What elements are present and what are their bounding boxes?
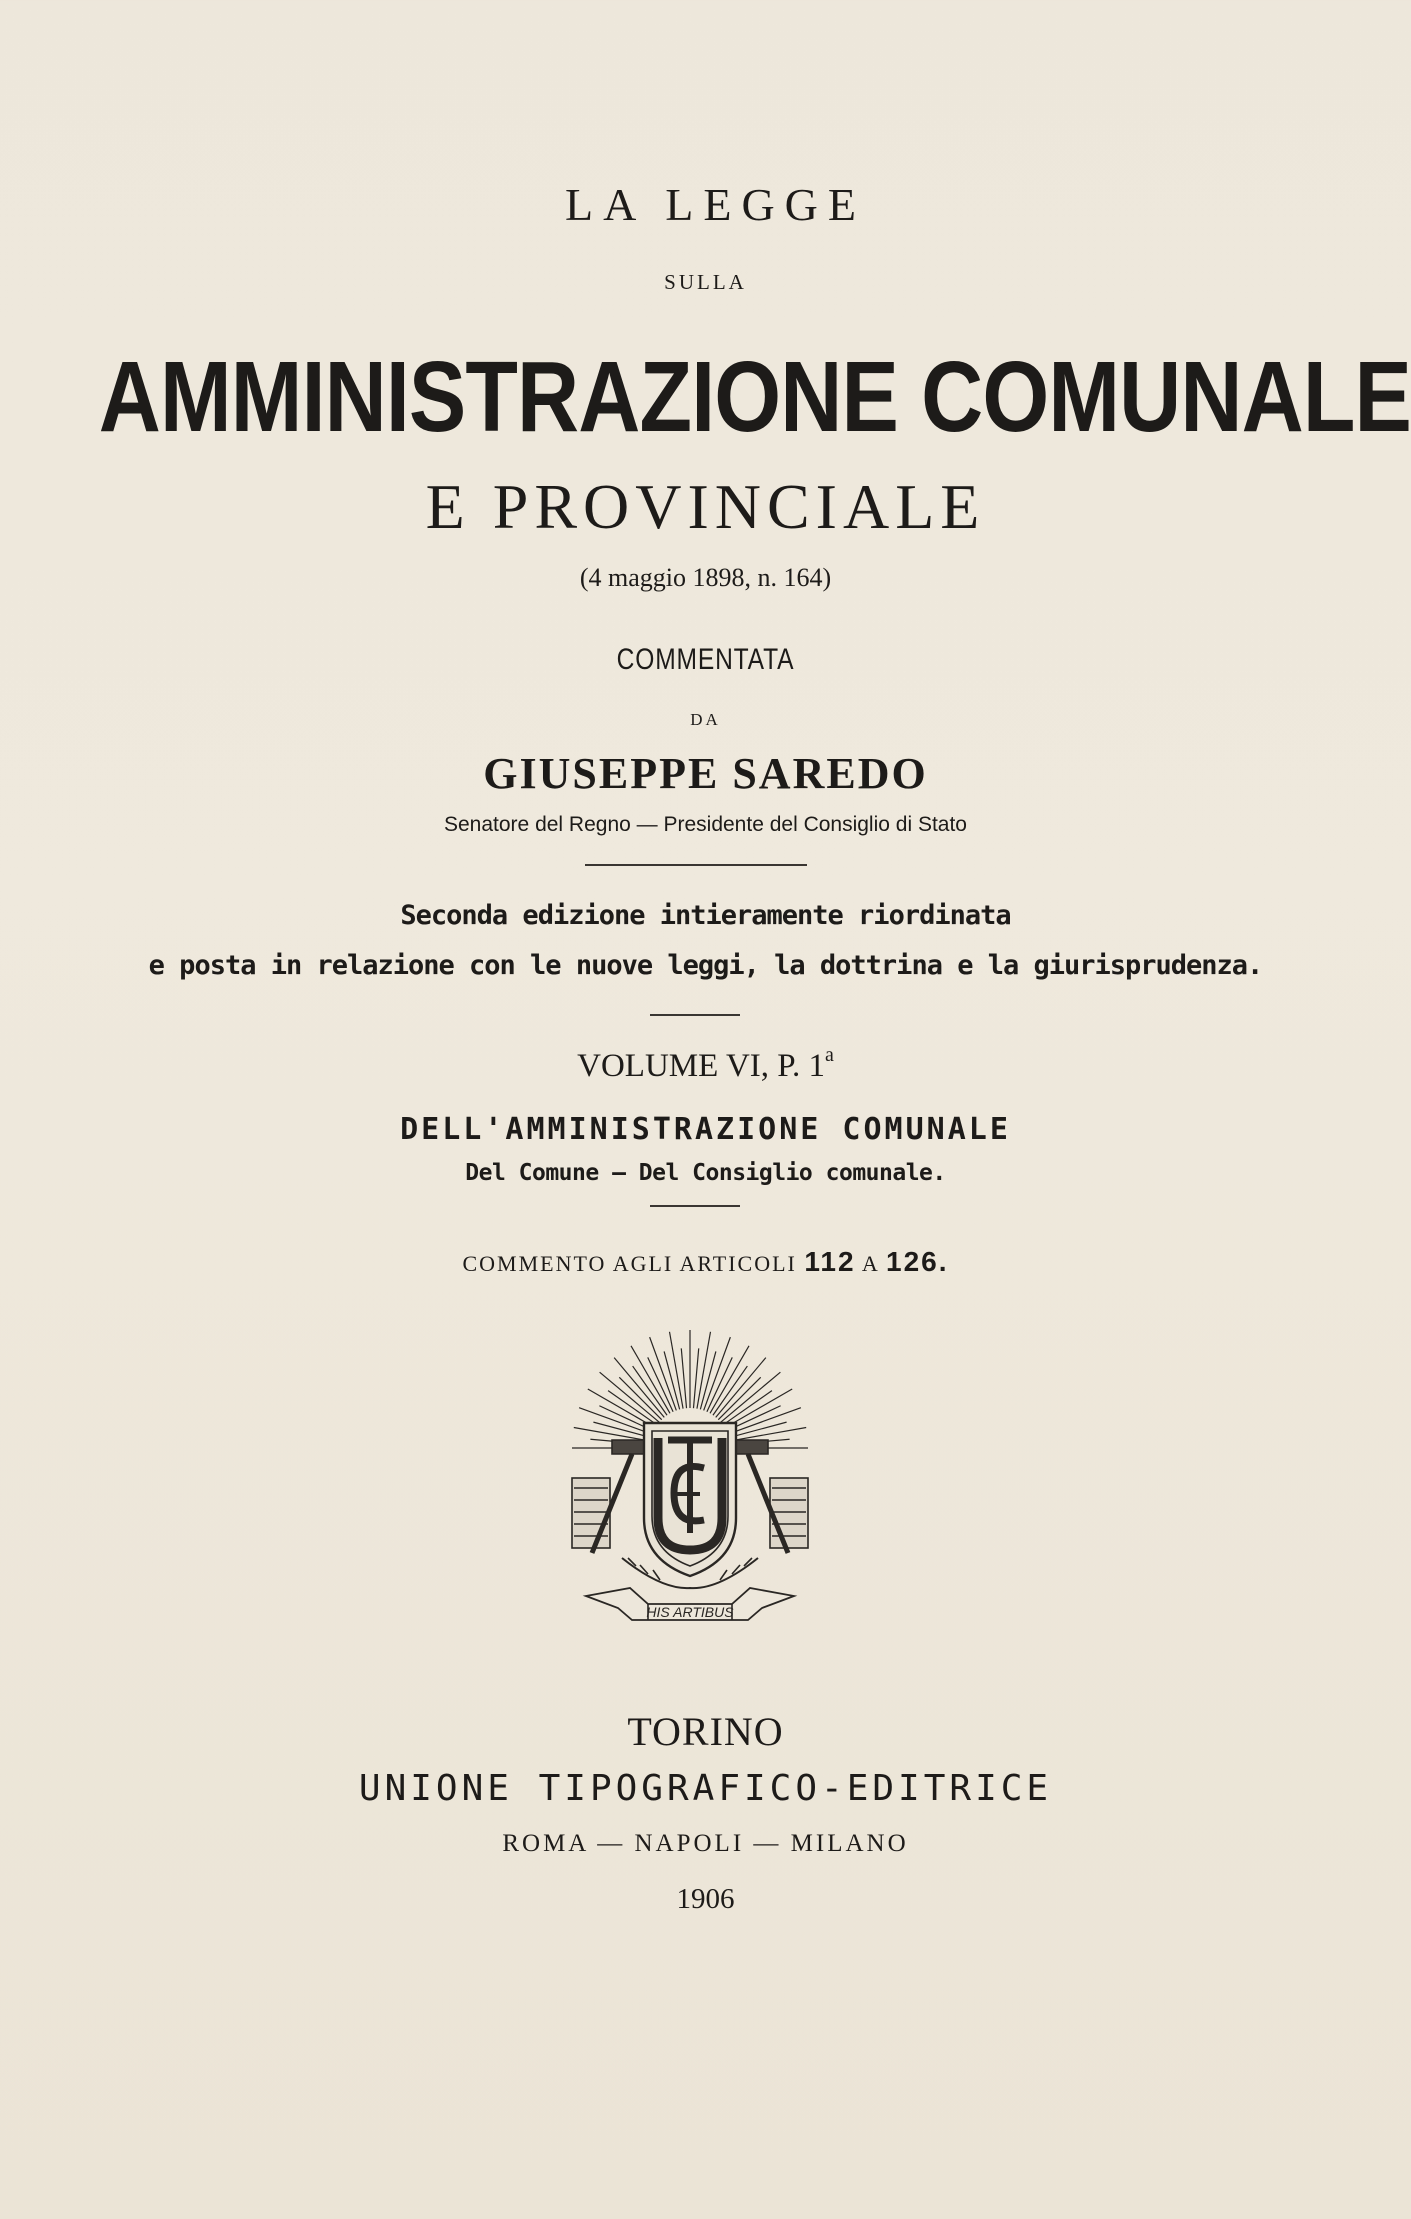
volume-label xyxy=(0,1044,1411,1085)
comment-a: A xyxy=(861,1251,879,1276)
part-title: DELL'AMMINISTRAZIONE COMUNALE xyxy=(400,1112,1011,1147)
sun-ray xyxy=(700,1351,716,1409)
sun-ray xyxy=(693,1348,698,1408)
divider-rule xyxy=(585,864,807,866)
author-name: GIUSEPPE SAREDO xyxy=(483,749,928,798)
divider-rule xyxy=(650,1014,740,1016)
commentata-label: COMMENTATA xyxy=(616,643,795,676)
part-subtitle: Del Comune — Del Consiglio comunale. xyxy=(465,1160,946,1186)
edition-line-2: e posta in relazione con le nuove leggi, la dottrina e la giurisprudenza. xyxy=(148,950,1263,981)
title-line-sulla: SULLA xyxy=(664,270,747,294)
emblem-motto: HIS ARTIBUS xyxy=(646,1604,734,1620)
comment-articles-line xyxy=(0,1246,1411,1278)
publisher-cities: ROMA — NAPOLI — MILANO xyxy=(502,1830,909,1857)
volume-superscript: a xyxy=(824,1044,834,1066)
main-title: AMMINISTRAZIONE COMUNALE xyxy=(98,341,1411,453)
sun-ray xyxy=(664,1351,680,1409)
main-title-continuation: E PROVINCIALE xyxy=(425,471,986,542)
publisher-emblem-icon xyxy=(552,1328,828,1628)
title-line-la-legge: LA LEGGE xyxy=(564,179,866,230)
publication-year: 1906 xyxy=(676,1883,735,1915)
sun-ray xyxy=(729,1422,787,1438)
sun-ray xyxy=(681,1348,686,1408)
article-to: 126. xyxy=(886,1246,949,1277)
publication-city: TORINO xyxy=(627,1709,784,1754)
volume-text: VOLUME VI, P. 1 xyxy=(577,1048,825,1084)
comment-prefix: COMMENTO AGLI ARTICOLI xyxy=(462,1251,797,1276)
da-label: DA xyxy=(690,710,721,729)
publisher-name: UNIONE TIPOGRAFICO-EDITRICE xyxy=(358,1768,1053,1809)
law-date: (4 maggio 1898, n. 164) xyxy=(579,563,832,592)
divider-rule xyxy=(650,1205,740,1207)
edition-line-1: Seconda edizione intieramente riordinata xyxy=(400,900,1011,931)
article-from: 112 xyxy=(804,1246,856,1277)
sun-ray xyxy=(593,1422,651,1438)
author-role: Senatore del Regno — Presidente del Consiglio di Stato xyxy=(444,813,967,836)
